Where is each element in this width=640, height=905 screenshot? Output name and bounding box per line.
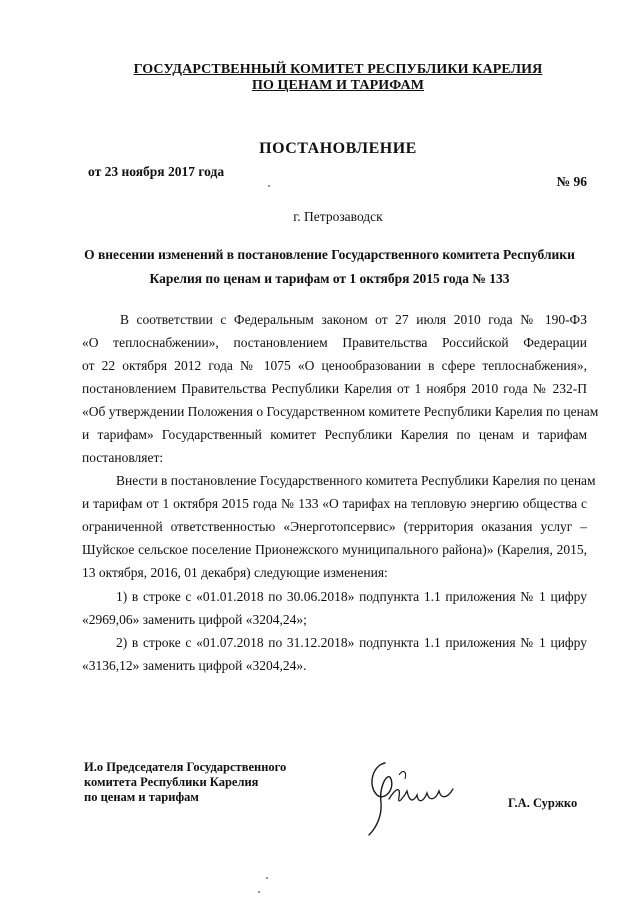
paragraph-line: и тарифам» Государственный комитет Республики Карелия по ценам и тарифам: [82, 427, 587, 442]
list-item-line: «2969,06» заменить цифрой «3204,24»;: [82, 612, 307, 627]
document-city: г. Петрозаводск: [293, 209, 383, 224]
paragraph-line: «Об утверждении Положения о Государственном комитете Республики Карелия по ценам: [82, 404, 599, 419]
paragraph-line: Шуйское сельское поселение Прионежского муниципального района)» (Карелия, 2015,: [82, 542, 587, 557]
signatory-name: Г.А. Суржко: [508, 796, 578, 810]
subject-line-2: Карелия по ценам и тарифам от 1 октября 2015 года № 133: [149, 271, 510, 286]
paragraph-line: Внести в постановление Государственного комитета Республики Карелия по ценам: [116, 473, 596, 488]
paragraph-line: постановляет:: [82, 450, 164, 465]
paragraph-line: и тарифам от 1 октября 2015 года № 133 «О тарифах на тепловую энергию общества с: [82, 496, 587, 511]
organization-name-line2: ПО ЦЕНАМ И ТАРИФАМ: [251, 78, 425, 93]
signatory-position-line2: комитета Республики Карелия: [84, 775, 259, 789]
handwritten-signature: [355, 755, 465, 840]
signatory-position-line1: И.о Председателя Государственного: [84, 760, 287, 774]
paragraph-line: ограниченной ответственностью «Энерготопсервис» (территория оказания услуг –: [82, 519, 587, 534]
list-item-line: «3136,12» заменить цифрой «3204,24».: [82, 658, 307, 673]
organization-name-line1: ГОСУДАРСТВЕННЫЙ КОМИТЕТ РЕСПУБЛИКИ КАРЕЛИЯ: [133, 62, 543, 77]
paragraph-line: от 22 октября 2012 года № 1075 «О ценообразовании в сфере теплоснабжения»,: [82, 358, 587, 373]
list-item-line: 1) в строке с «01.01.2018 по 30.06.2018» подпункта 1.1 приложения № 1 цифру: [116, 589, 587, 604]
document-date: от 23 ноября 2017 года: [88, 164, 225, 179]
paragraph-line: В соответствии с Федеральным законом от 27 июля 2010 года № 190-ФЗ: [120, 312, 587, 327]
signatory-position-line3: по ценам и тарифам: [84, 790, 199, 804]
scan-speck: [258, 891, 260, 893]
paragraph-line: «О теплоснабжении», постановлением Правительства Российской Федерации: [82, 335, 587, 350]
scan-speck: [266, 877, 268, 879]
document-title: ПОСТАНОВЛЕНИЕ: [259, 140, 417, 157]
paragraph-line: постановлением Правительства Республики Карелия от 1 ноября 2010 года № 232-П: [82, 381, 587, 396]
paragraph-line: 13 октября, 2016, 01 декабря) следующие изменения:: [82, 565, 388, 580]
scan-speck: [268, 185, 270, 187]
list-item-line: 2) в строке с «01.07.2018 по 31.12.2018» подпункта 1.1 приложения № 1 цифру: [116, 635, 587, 650]
subject-line-1: О внесении изменений в постановление Государственного комитета Республики: [84, 247, 575, 262]
document-number: № 96: [556, 174, 587, 189]
